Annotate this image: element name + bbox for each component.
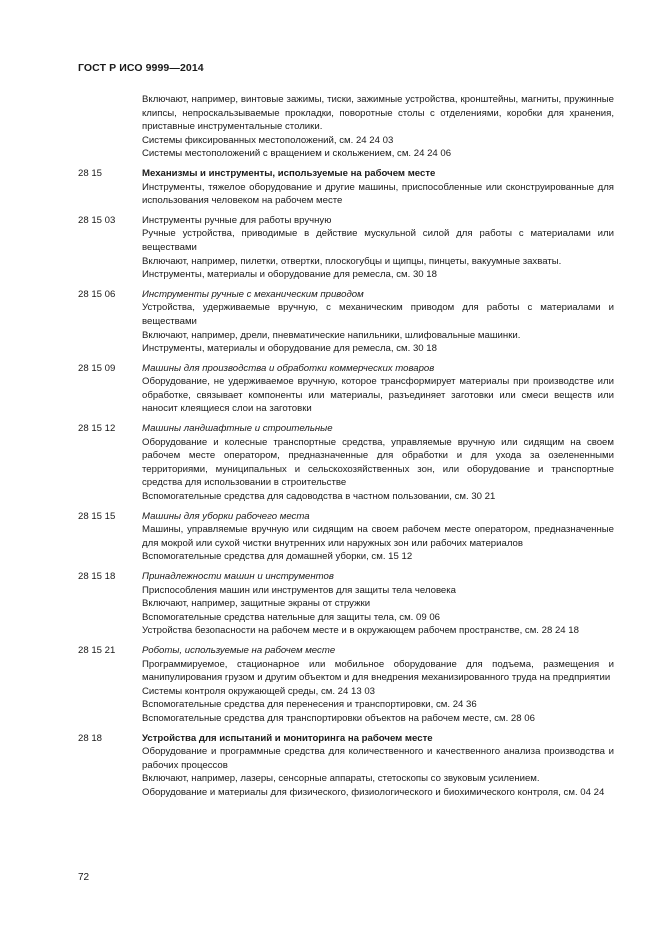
entry-title: Машины для уборки рабочего места: [142, 510, 310, 522]
entry-text-line: Включают, например, винтовые зажимы, тиски, зажимные устройства, кронштейны, магниты, пружинные клипсы, непроскальзываемые прокладки, поворотные столы с отделениями, коробки для хранения, приставные инструментальные столики.: [142, 94, 614, 133]
entry-body: [142, 644, 614, 726]
entry-title: Машины для производства и обработки коммерческих товаров: [142, 362, 435, 374]
entry-body: [142, 288, 614, 356]
entry-body: [142, 214, 614, 282]
entry-text-line: Системы фиксированных местоположений, см. 24 24 03: [142, 134, 394, 146]
entry-text-line: Системы местоположений с вращением и скольжением, см. 24 24 06: [142, 148, 452, 160]
entry-body: [142, 167, 614, 208]
entry-text-line: Инструменты, материалы и оборудование для ремесла, см. 30 18: [142, 343, 437, 355]
classification-entry: [78, 644, 614, 726]
entry-title: Устройства для испытаний и мониторинга на рабочем месте: [142, 732, 433, 744]
classification-entry: [78, 167, 614, 208]
page-number: 72: [78, 872, 90, 883]
entry-text-line: Включают, например, дрели, пневматические напильники, шлифовальные машинки.: [142, 329, 521, 341]
entry-code: [78, 93, 142, 161]
classification-entry: [78, 288, 614, 356]
entry-title: Роботы, используемые на рабочем месте: [142, 644, 336, 656]
entry-body: [142, 732, 614, 800]
entry-title: Инструменты ручные для работы вручную: [142, 214, 332, 226]
entry-code: 28 15 15: [78, 510, 116, 522]
entry-code: 28 18: [78, 732, 103, 744]
entry-text-line: Вспомогательные средства для перенесения и транспортировки, см. 24 36: [142, 699, 477, 711]
classification-entry: [78, 93, 614, 161]
entry-text-line: Инструменты, тяжелое оборудование и другие машины, приспособленные или сконструированные для использования человеком на рабочем месте: [142, 181, 614, 207]
entry-title: Принадлежности машин и инструментов: [142, 571, 334, 582]
entry-code: 28 15 06: [78, 288, 116, 300]
entry-code: 28 15: [78, 167, 103, 179]
entry-title: Инструменты ручные с механическим приводом: [142, 288, 364, 300]
entry-text-line: Вспомогательные средства для садоводства в частном пользовании, см. 30 21: [142, 491, 496, 503]
entry-text-line: Инструменты, материалы и оборудование для ремесла, см. 30 18: [142, 269, 437, 281]
entry-code: 28 15 09: [78, 362, 116, 374]
entry-text-line: Оборудование и колесные транспортные средства, управляемые вручную или сидящим на своем рабочем месте оператором, предназначенные для обработки и для ухода за озелененными территориями, муниципальных и сельскохозяйственных зон, или оборудование и транспортные средства для использовании в строительстве: [142, 436, 614, 489]
entry-text-line: Устройства безопасности на рабочем месте и в окружающем рабочем пространстве, см. 28 24 18: [142, 625, 579, 637]
entry-text-line: Включают, например, пилетки, отвертки, плоскогубцы и щипцы, пинцеты, вакуумные захваты.: [142, 255, 562, 267]
entry-code: 28 15 12: [78, 423, 116, 435]
entry-text-line: Оборудование и программные средства для количественного и качественного анализа производства и рабочих процессов: [142, 746, 614, 771]
entry-text-line: Приспособления машин или инструментов для защиты тела человека: [142, 584, 457, 596]
entry-title: Машины ландшафтные и строительные: [142, 423, 333, 435]
document-code-header: ГОСТ Р ИСО 9999—2014: [78, 62, 204, 74]
entry-text-line: Вспомогательные средства для домашней уборки, см. 15 12: [142, 551, 413, 563]
entry-text-line: Устройства, удерживаемые вручную, с механическим приводом для работы с материалами и веществами: [142, 302, 614, 327]
entry-body: [142, 93, 614, 161]
classification-list: [78, 93, 614, 800]
classification-entry: [78, 570, 614, 638]
entry-code: 28 15 03: [78, 214, 116, 226]
entry-body: [142, 570, 614, 638]
entry-body: [142, 510, 614, 564]
entry-text-line: Вспомогательные средства для транспортировки объектов на рабочем месте, см. 28 06: [142, 712, 535, 724]
entry-text-line: Включают, например, лазеры, сенсорные аппараты, стетоскопы со звуковым усилением.: [142, 773, 540, 785]
entry-title: Механизмы и инструменты, используемые на рабочем месте: [142, 167, 436, 179]
entry-text-line: Системы контроля окружающей среды, см. 24 13 03: [142, 685, 376, 697]
classification-entry: [78, 422, 614, 504]
entry-text-line: Оборудование и материалы для физического, физиологического и биохимического контроля, см. 04 24: [142, 786, 605, 798]
entry-code: 28 15 18: [78, 571, 116, 582]
entry-text-line: Включают, например, защитные экраны от стружки: [142, 598, 371, 610]
classification-entry: [78, 214, 614, 282]
classification-entry: [78, 732, 614, 800]
entry-text-line: Оборудование, не удерживаемое вручную, которое трансформирует материалы при производстве или обработке, связывает компоненты или материалы, разъединяет заготовки или смеси веществ или наносит клеящиеся слои на заготовки: [142, 376, 614, 415]
entry-text-line: Машины, управляемые вручную или сидящим на своем рабочем месте оператором, предназначенные для мокрой или сухой чистки внутренних или наружных зон или рабочих материалов: [142, 524, 614, 549]
entry-text-line: Ручные устройства, приводимые в действие мускульной силой для работы с материалами или веществами: [142, 228, 614, 253]
entry-code: 28 15 21: [78, 644, 116, 656]
entry-body: [142, 362, 614, 416]
classification-entry: [78, 362, 614, 416]
entry-text-line: Программируемое, стационарное или мобильное оборудование для подъема, размещения и манипулирования грузом и другим объектом и для внедрения механизированного труда на предприятии: [142, 658, 614, 684]
entry-text-line: Вспомогательные средства нательные для защиты тела, см. 09 06: [142, 611, 441, 623]
entry-body: [142, 422, 614, 504]
classification-entry: [78, 510, 614, 564]
